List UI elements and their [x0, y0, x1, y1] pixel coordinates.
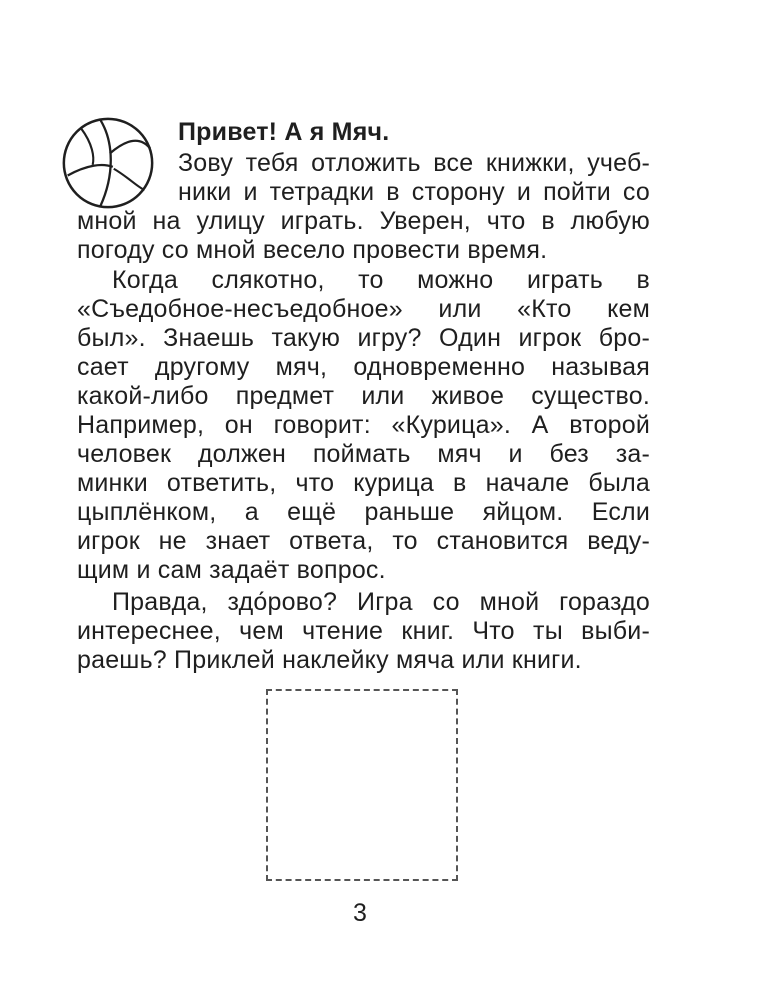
page-number: 3	[353, 899, 367, 927]
text-line: погоду со мной весело провести время.	[77, 236, 548, 264]
text-line: цыплёнком, а ещё раньше яйцом. Если	[77, 498, 650, 526]
text-line: «Съедобное-несъедобное» или «Кто кем	[77, 295, 650, 323]
ball-icon	[60, 115, 156, 211]
text-line: сает другому мяч, одновременно называя	[77, 353, 650, 381]
text-line: Например, он говорит: «Курица». А второй	[77, 411, 650, 439]
heading: Привет! А я Мяч.	[178, 118, 390, 146]
text-line: ники и тетрадки в сторону и пойти со	[178, 178, 650, 206]
text-line: Когда слякотно, то можно играть в	[112, 266, 650, 294]
text-line: мной на улицу играть. Уверен, что в любую	[77, 207, 650, 235]
text-line: раешь? Приклей наклейку мяча или книги.	[77, 646, 582, 674]
text-line: человек должен поймать мяч и без за-	[77, 440, 650, 468]
text-line: Правда, здо́рово? Игра со мной гораздо	[112, 588, 650, 616]
text-line: минки ответить, что курица в начале была	[77, 469, 650, 497]
text-line: щим и сам задаёт вопрос.	[77, 556, 386, 584]
text-line: Зову тебя отложить все книжки, учеб-	[178, 149, 650, 177]
text-line: какой-либо предмет или живое существо.	[77, 382, 650, 410]
sticker-placeholder	[266, 689, 458, 881]
text-line: интереснее, чем чтение книг. Что ты выби-	[77, 617, 650, 645]
text-line: был». Знаешь такую игру? Один игрок бро-	[77, 324, 650, 352]
text-line: игрок не знает ответа, то становится веду-	[77, 527, 650, 555]
